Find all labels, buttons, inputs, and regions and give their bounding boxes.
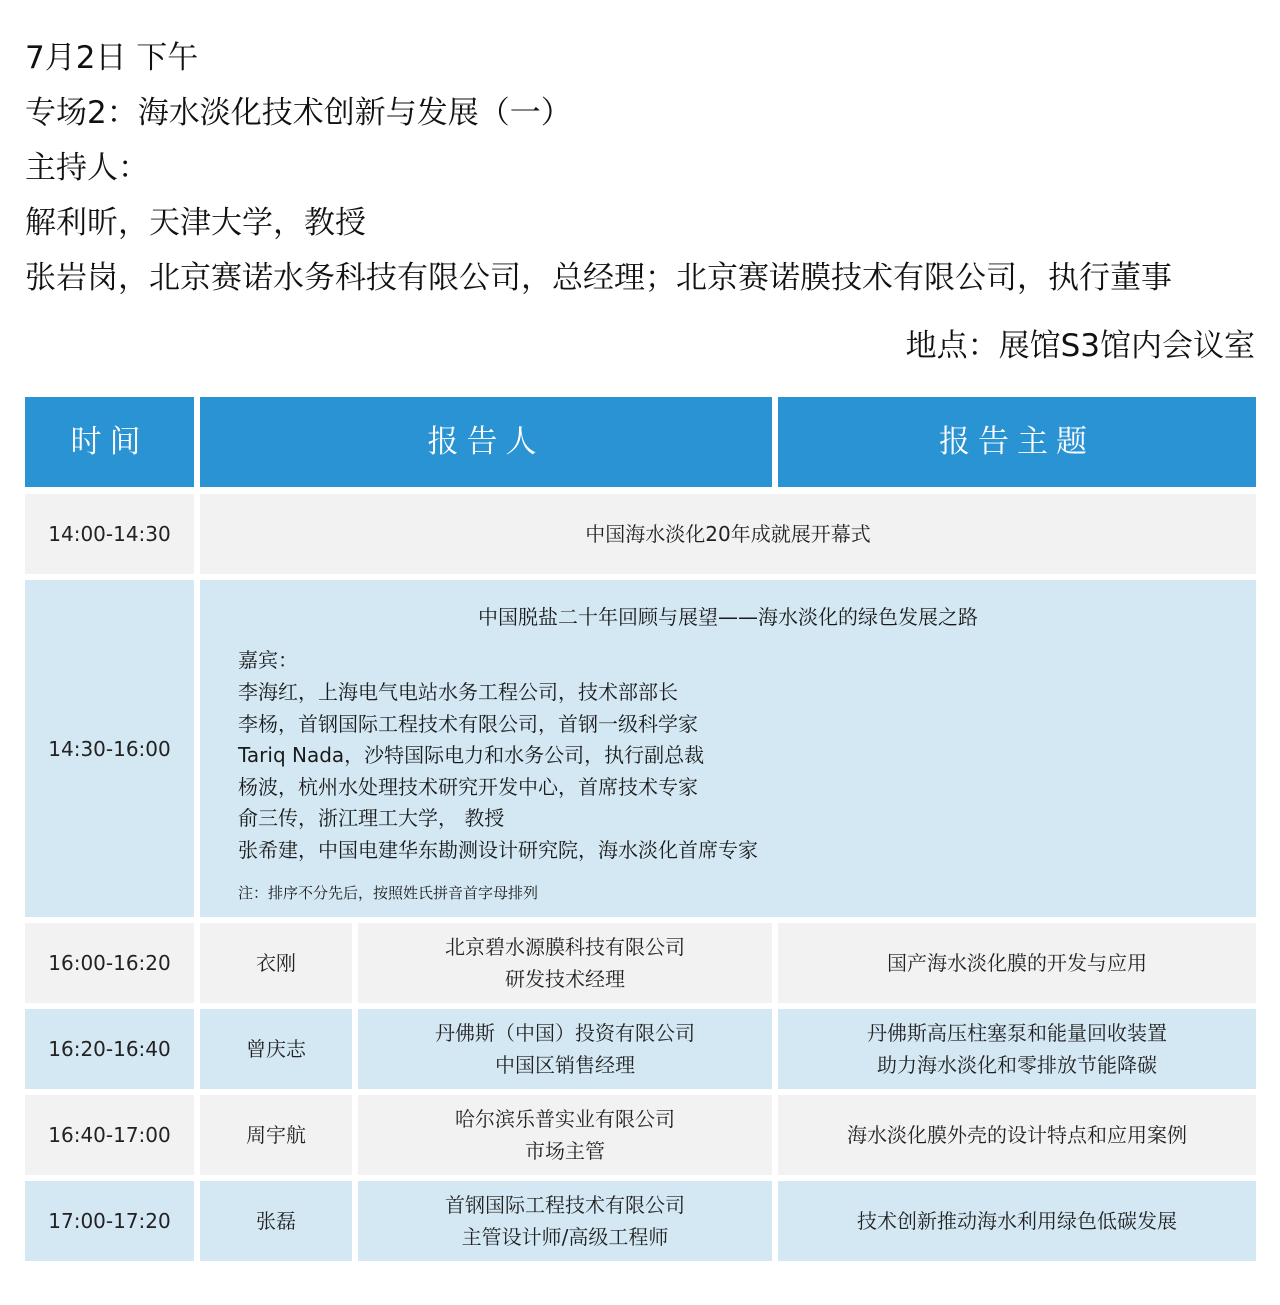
row-time: 17:00-17:20 xyxy=(25,1181,194,1261)
forum-time: 14:30-16:00 xyxy=(25,580,194,917)
org-role: 市场主管 xyxy=(525,1139,605,1163)
guest-item: Tariq Nada，沙特国际电力和水务公司，执行副总裁 xyxy=(238,743,705,767)
row-speaker-name: 曾庆志 xyxy=(200,1009,352,1089)
org-role: 中国区销售经理 xyxy=(495,1053,635,1077)
row-topic xyxy=(778,923,1256,1003)
org-name: 哈尔滨乐普实业有限公司 xyxy=(455,1107,675,1131)
org-name: 北京碧水源膜科技有限公司 xyxy=(445,935,685,959)
row-time: 16:40-17:00 xyxy=(25,1095,194,1175)
col-topic-header: 报告主题 xyxy=(778,397,1256,487)
row-speaker-name: 张磊 xyxy=(200,1181,352,1261)
session-title: 专场2：海水淡化技术创新与发展（一） xyxy=(25,95,572,131)
location: 地点：展馆S3馆内会议室 xyxy=(905,328,1255,364)
guest-item: 李海红，上海电气电站水务工程公司，技术部部长 xyxy=(238,680,678,704)
row-speaker-name: 周宇航 xyxy=(200,1095,352,1175)
org-role: 主管设计师/高级工程师 xyxy=(461,1225,669,1249)
topic-line: 海水淡化膜外壳的设计特点和应用案例 xyxy=(847,1123,1187,1147)
org-name: 丹佛斯（中国）投资有限公司 xyxy=(435,1021,695,1045)
forum-note: 注：排序不分先后，按照姓氏拼音首字母排列 xyxy=(238,884,539,902)
org-role: 研发技术经理 xyxy=(505,967,625,991)
guests-label: 嘉宾： xyxy=(238,648,298,672)
col-speaker-header: 报告人 xyxy=(200,397,772,487)
col-time-header: 时间 xyxy=(25,397,194,487)
row-topic xyxy=(778,1181,1256,1261)
session-date: 7月2日 下午 xyxy=(25,40,199,76)
opening-title: 中国海水淡化20年成就展开幕式 xyxy=(200,494,1256,574)
row-time: 16:00-16:20 xyxy=(25,923,194,1003)
guest-item: 张希建，中国电建华东勘测设计研究院，海水淡化首席专家 xyxy=(238,838,758,862)
topic-line: 国产海水淡化膜的开发与应用 xyxy=(887,951,1147,975)
org-name: 首钢国际工程技术有限公司 xyxy=(445,1193,685,1217)
row-speaker-org xyxy=(358,923,772,1003)
row-speaker-org xyxy=(358,1181,772,1261)
topic-line: 丹佛斯高压柱塞泵和能量回收装置 xyxy=(867,1021,1167,1045)
guest-item: 俞三传，浙江理工大学， 教授 xyxy=(238,806,505,830)
host-1: 解利昕，天津大学，教授 xyxy=(25,205,366,241)
row-speaker-name: 衣刚 xyxy=(200,923,352,1003)
forum-panel xyxy=(200,580,1256,917)
host-label: 主持人： xyxy=(25,150,149,186)
row-time: 16:20-16:40 xyxy=(25,1009,194,1089)
row-speaker-org xyxy=(358,1095,772,1175)
host-2: 张岩岗，北京赛诺水务科技有限公司，总经理；北京赛诺膜技术有限公司，执行董事 xyxy=(25,260,1172,296)
row-speaker-org xyxy=(358,1009,772,1089)
topic-line: 技术创新推动海水利用绿色低碳发展 xyxy=(857,1209,1177,1233)
guest-item: 杨波，杭州水处理技术研究开发中心，首席技术专家 xyxy=(238,775,698,799)
row-topic xyxy=(778,1095,1256,1175)
topic-line: 助力海水淡化和零排放节能降碳 xyxy=(877,1053,1157,1077)
guest-item: 李杨，首钢国际工程技术有限公司，首钢一级科学家 xyxy=(238,712,698,736)
forum-topic: 中国脱盐二十年回顾与展望——海水淡化的绿色发展之路 xyxy=(478,605,978,629)
row-topic xyxy=(778,1009,1256,1089)
opening-time: 14:00-14:30 xyxy=(25,494,194,574)
